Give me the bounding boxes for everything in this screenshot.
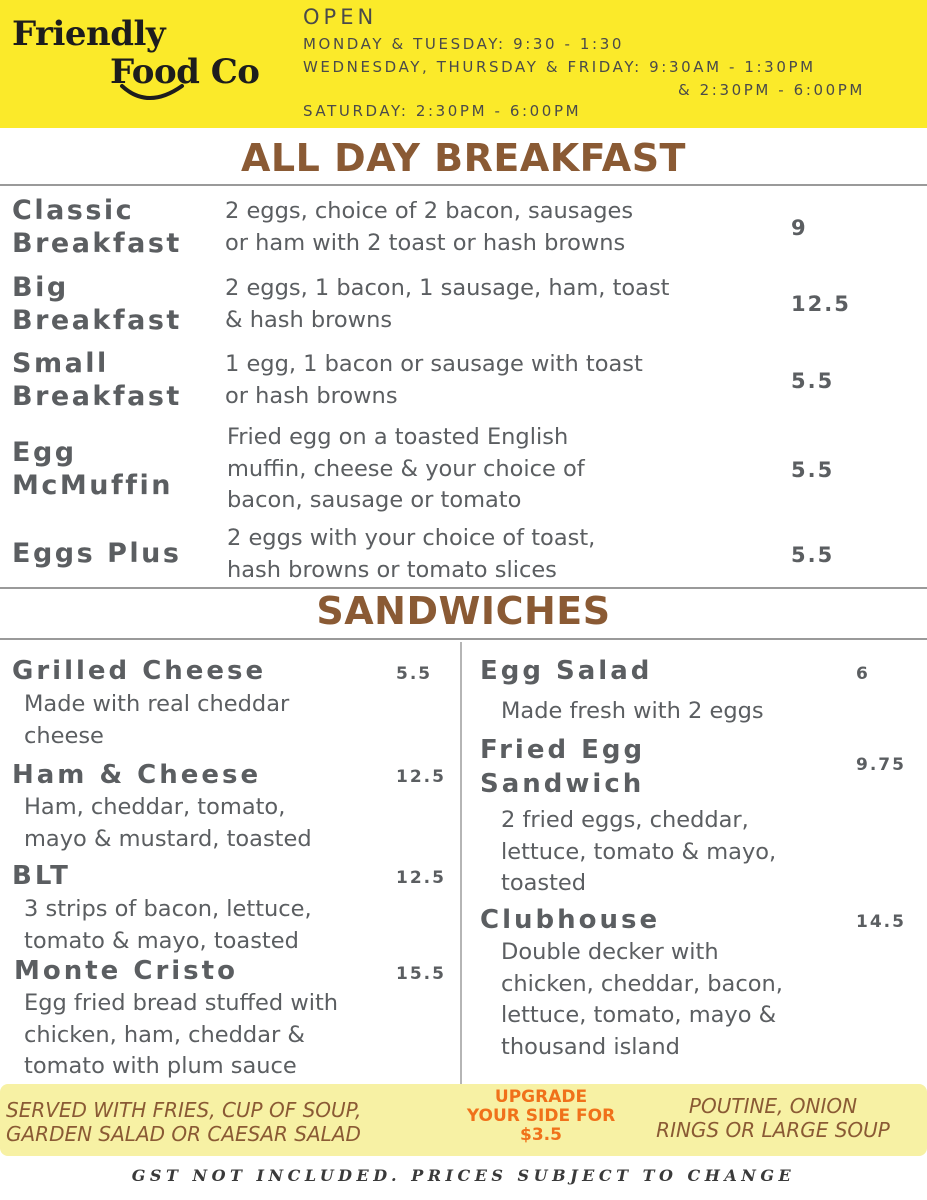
menu-item-description: 2 eggs with your choice of toast, hash browns or tomato slices — [227, 525, 596, 583]
menu-item-description: 2 eggs, 1 bacon, 1 sausage, ham, toast & hash browns — [225, 275, 670, 333]
logo-text: Food Co — [110, 52, 260, 92]
breakfast-section-title: ALL DAY BREAKFAST — [241, 136, 686, 180]
sandwiches-section-title: SANDWICHES — [316, 589, 611, 633]
menu-item-description: Double decker with chicken, cheddar, bacon, lettuce, tomato, mayo & thousand island — [501, 939, 783, 1060]
logo-text: Friendly — [12, 14, 166, 54]
menu-item-name: Eggs Plus — [12, 538, 182, 569]
menu-item-name: BLT — [12, 861, 71, 891]
menu-item-description: 3 strips of bacon, lettuce, tomato & mayo, toasted — [24, 896, 312, 954]
column-divider — [460, 642, 462, 1084]
menu-item-description: Made with real cheddar cheese — [24, 691, 290, 749]
menu-item-name: Clubhouse — [480, 905, 661, 935]
menu-item-price: 5.5 — [396, 664, 433, 684]
hours-line: & 2:30PM - 6:00PM — [678, 81, 865, 99]
menu-item-description: Egg fried bread stuffed with chicken, ham, cheddar & tomato with plum sauce — [24, 990, 339, 1079]
menu-item-price: 6 — [856, 664, 870, 684]
sides-text: SERVED WITH FRIES, CUP OF SOUP, GARDEN SALAD OR CAESAR SALAD — [6, 1098, 362, 1146]
hours-line: MONDAY & TUESDAY: 9:30 - 1:30 — [303, 35, 624, 53]
upgrade-options-text: POUTINE, ONION RINGS OR LARGE SOUP — [656, 1094, 890, 1142]
menu-item-name: Fried Egg Sandwich — [480, 735, 646, 799]
menu-item-price: 12.5 — [396, 868, 446, 888]
menu-item-description: Made fresh with 2 eggs — [501, 698, 764, 724]
divider — [0, 638, 927, 640]
menu-item-description: 2 eggs, choice of 2 bacon, sausages or ham with 2 toast or hash browns — [225, 198, 634, 256]
menu-item-description: Fried egg on a toasted English muffin, cheese & your choice of bacon, sausage or tomato — [227, 424, 585, 513]
menu-item-name: Egg McMuffin — [12, 437, 173, 501]
smile-logo-icon — [118, 80, 188, 106]
menu-item-price: 9 — [791, 216, 808, 240]
hours-line: WEDNESDAY, THURSDAY & FRIDAY: 9:30AM - 1:30PM — [303, 58, 816, 76]
menu-item-name: Classic Breakfast — [12, 195, 182, 259]
menu-item-price: 14.5 — [856, 912, 906, 932]
open-label: OPEN — [303, 5, 378, 29]
menu-item-price: 15.5 — [396, 964, 446, 984]
divider — [0, 184, 927, 186]
menu-item-description: 2 fried eggs, cheddar, lettuce, tomato & mayo, toasted — [501, 807, 777, 896]
menu-item-price: 12.5 — [791, 292, 851, 316]
menu-item-price: 5.5 — [791, 458, 835, 482]
menu-item-name: Grilled Cheese — [12, 656, 267, 686]
menu-item-price: 5.5 — [791, 369, 835, 393]
menu-item-description: Ham, cheddar, tomato, mayo & mustard, toasted — [24, 794, 312, 852]
menu-item-price: 5.5 — [791, 543, 835, 567]
menu-item-price: 12.5 — [396, 767, 446, 787]
hours-line: SATURDAY: 2:30PM - 6:00PM — [303, 102, 582, 120]
menu-item-name: Big Breakfast — [12, 272, 182, 336]
menu-item-name: Small Breakfast — [12, 348, 182, 412]
footer-note: GST NOT INCLUDED. PRICES SUBJECT TO CHANGE — [131, 1166, 796, 1185]
upgrade-label: UPGRADE YOUR SIDE FOR $3.5 — [466, 1087, 616, 1145]
menu-item-description: 1 egg, 1 bacon or sausage with toast or hash browns — [225, 351, 643, 409]
menu-item-name: Ham & Cheese — [12, 760, 262, 790]
menu-item-name: Monte Cristo — [14, 956, 238, 986]
menu-item-name: Egg Salad — [480, 656, 653, 686]
menu-item-price: 9.75 — [856, 755, 906, 775]
